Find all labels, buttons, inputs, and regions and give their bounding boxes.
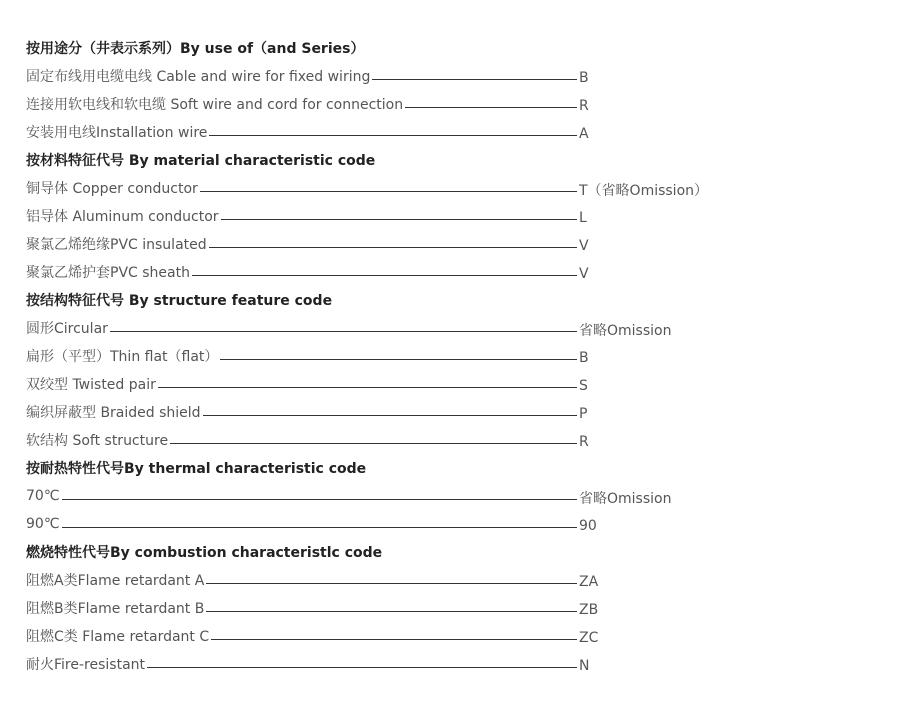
item-label: 聚氯乙烯绝缘PVC insulated	[26, 234, 209, 254]
item-label: 铝导体 Aluminum conductor	[26, 206, 221, 226]
item-label: 铜导体 Copper conductor	[26, 178, 200, 198]
item-code: ZA	[579, 573, 599, 590]
list-item	[26, 426, 726, 454]
item-label: 90℃	[26, 516, 60, 532]
item-code: V	[579, 265, 589, 282]
list-item	[26, 622, 726, 650]
list-item	[26, 90, 726, 118]
leader-line	[26, 499, 577, 500]
item-code: P	[579, 405, 588, 422]
item-label: 安装用电线Installation wire	[26, 122, 209, 142]
list-item	[26, 510, 726, 538]
item-code: T（省略Omission）	[579, 182, 709, 199]
list-item	[26, 174, 726, 202]
item-code: L	[579, 209, 587, 226]
item-label: 70℃	[26, 488, 60, 504]
item-code: ZC	[579, 629, 599, 646]
item-label: 双绞型 Twisted pair	[26, 374, 158, 394]
item-label: 阻燃A类Flame retardant A	[26, 570, 206, 590]
item-label: 阻燃B类Flame retardant B	[26, 598, 206, 618]
section-heading-text: 按用途分（井表示系列）By use of（and Series）	[26, 41, 365, 57]
item-label: 软结构 Soft structure	[26, 430, 170, 450]
item-code: B	[579, 349, 589, 366]
item-code: R	[579, 433, 589, 450]
list-item	[26, 594, 726, 622]
list-item	[26, 482, 726, 510]
section-heading-structure	[26, 286, 726, 314]
item-label: 耐火Fire-resistant	[26, 654, 147, 674]
code-designation-list	[26, 34, 726, 678]
item-code: A	[579, 125, 589, 142]
item-code: R	[579, 97, 589, 114]
list-item	[26, 342, 726, 370]
list-item	[26, 62, 726, 90]
list-item	[26, 398, 726, 426]
section-heading-use	[26, 34, 726, 62]
item-code: 90	[579, 517, 597, 534]
list-item	[26, 314, 726, 342]
section-heading-text: 按结构特征代号 By structure feature code	[26, 293, 333, 309]
list-item	[26, 650, 726, 678]
section-heading-text: 燃烧特性代号By combustion characteristlc code	[26, 545, 383, 561]
list-item	[26, 566, 726, 594]
item-label: 扁形（平型）Thin flat（flat）	[26, 346, 220, 366]
item-label: 圆形Circular	[26, 318, 110, 338]
item-label: 固定布线用电缆电线 Cable and wire for fixed wiring	[26, 66, 372, 86]
item-label: 阻燃C类 Flame retardant C	[26, 626, 211, 646]
item-code: B	[579, 69, 589, 86]
item-code: 省略Omission	[579, 322, 672, 339]
item-code: 省略Omission	[579, 490, 672, 507]
section-heading-material	[26, 146, 726, 174]
item-code: V	[579, 237, 589, 254]
section-heading-combustion	[26, 538, 726, 566]
list-item	[26, 202, 726, 230]
leader-line	[26, 527, 577, 528]
item-label: 连接用软电线和软电缆 Soft wire and cord for connection	[26, 94, 405, 114]
item-code: S	[579, 377, 588, 394]
item-code: ZB	[579, 601, 599, 618]
list-item	[26, 118, 726, 146]
list-item	[26, 230, 726, 258]
item-label: 聚氯乙烯护套PVC sheath	[26, 262, 192, 282]
list-item	[26, 370, 726, 398]
item-label: 编织屏蔽型 Braided shield	[26, 402, 203, 422]
section-heading-thermal	[26, 454, 726, 482]
list-item	[26, 258, 726, 286]
section-heading-text: 按材料特征代号 By material characteristic code	[26, 153, 376, 169]
item-code: N	[579, 657, 590, 674]
section-heading-text: 按耐热特性代号By thermal characteristic code	[26, 461, 367, 477]
